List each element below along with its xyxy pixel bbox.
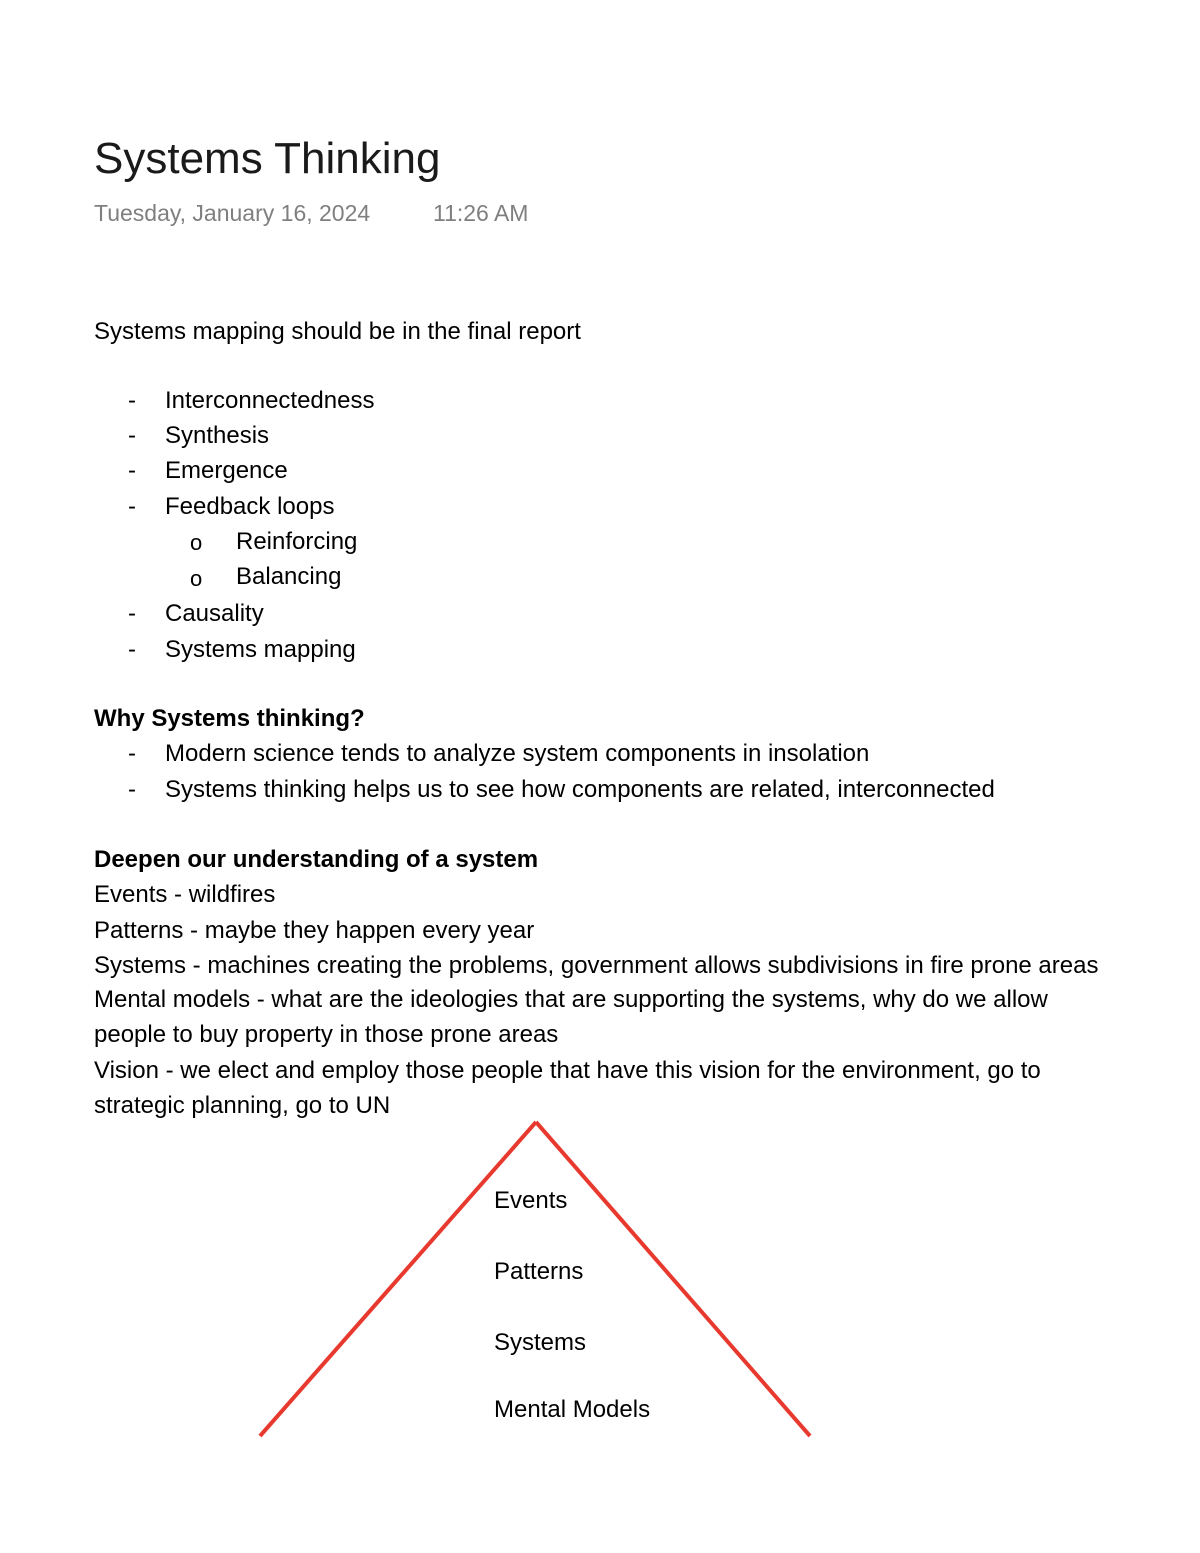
- bullet-dash: -: [128, 493, 136, 520]
- list-item-text: Causality: [165, 600, 264, 627]
- why-heading: Why Systems thinking?: [94, 705, 365, 732]
- bullet-dash: -: [128, 387, 136, 414]
- pyramid-label-systems: Systems: [494, 1329, 587, 1356]
- pyramid-label-mental-models: Mental Models: [494, 1396, 651, 1423]
- bullet-dash: -: [128, 740, 136, 767]
- deepen-line: Mental models - what are the ideologies that are supporting the systems, why do we allow: [94, 986, 1048, 1013]
- deepen-line: Events - wildfires: [94, 881, 276, 908]
- bullet-circle: o: [190, 530, 203, 555]
- deepen-heading: Deepen our understanding of a system: [94, 846, 539, 873]
- intro-text: Systems mapping should be in the final report: [94, 318, 581, 345]
- pyramid-label-patterns: Patterns: [494, 1258, 584, 1285]
- bullet-dash: -: [128, 457, 136, 484]
- deepen-line: strategic planning, go to UN: [94, 1092, 391, 1119]
- note-date: Tuesday, January 16, 2024: [94, 200, 371, 226]
- sub-list-item-text: Balancing: [236, 563, 342, 590]
- deepen-line: people to buy property in those prone areas: [94, 1021, 559, 1048]
- bullet-circle: o: [190, 566, 203, 591]
- list-item-text: Systems thinking helps us to see how components are related, interconnected: [165, 776, 995, 803]
- list-item-text: Systems mapping: [165, 636, 356, 663]
- deepen-line: Systems - machines creating the problems, government allows subdivisions in fire prone areas: [94, 952, 1099, 979]
- list-item-text: Synthesis: [165, 422, 270, 449]
- page-title: Systems Thinking: [94, 134, 441, 183]
- list-item-text: Modern science tends to analyze system components in insolation: [165, 740, 870, 767]
- list-item-text: Interconnectedness: [165, 387, 375, 414]
- bullet-dash: -: [128, 776, 136, 803]
- deepen-line: Patterns - maybe they happen every year: [94, 917, 535, 944]
- deepen-line: Vision - we elect and employ those people that have this vision for the environment, go to: [94, 1057, 1041, 1084]
- bullet-dash: -: [128, 636, 136, 663]
- bullet-dash: -: [128, 600, 136, 627]
- list-item-text: Feedback loops: [165, 493, 335, 520]
- note-time: 11:26 AM: [433, 200, 529, 226]
- list-item-text: Emergence: [165, 457, 288, 484]
- bullet-dash: -: [128, 422, 136, 449]
- pyramid-label-events: Events: [494, 1187, 568, 1214]
- sub-list-item-text: Reinforcing: [236, 528, 358, 555]
